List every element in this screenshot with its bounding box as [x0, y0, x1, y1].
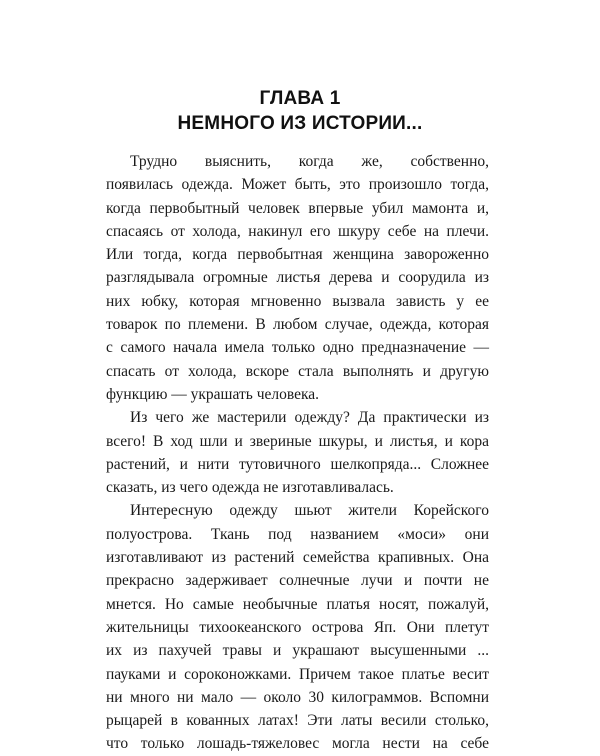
text-line: растений, и нити тутовичного шелкопряда... Сложнее [106, 455, 489, 473]
chapter-title: НЕМНОГО ИЗ ИСТОРИИ... [177, 113, 423, 134]
text-line: с самого начала имела только одно предназначение — [106, 339, 489, 357]
text-line: Или тогда, когда первобытная женщина завороженно [106, 246, 489, 264]
text-line: прекрасно задерживает солнечные лучи и почти не [106, 572, 489, 590]
text-line: жительницы тихоокеанского острова Яп. Они плетут [106, 618, 489, 636]
chapter-number: ГЛАВА 1 [259, 88, 341, 109]
text-line: их из пахучей травы и украшают высушенными ... [106, 642, 489, 660]
text-line: рыцарей в кованных латах! Эти латы весили столько, [106, 712, 489, 730]
text-line: разглядывала огромные листья дерева и соорудила из [106, 269, 489, 287]
text-line: мнется. Но самые необычные платья носят, пожалуй, [106, 595, 489, 613]
text-line: всего! В ход шли и звериные шкуры, и листья, и кора [106, 432, 489, 450]
text-line: что только лошадь-тяжеловес могла нести на себе [106, 735, 489, 753]
text-line: изготавливают из растений семейства крапивных. Она [106, 549, 489, 567]
text-line: Трудно выяснить, когда же, собственно, [130, 153, 489, 170]
text-line: пауками и сороконожками. Причем такое платье весит [106, 665, 489, 683]
text-line: сказать, из чего одежда не изготавливалась. [106, 479, 394, 497]
paragraph-2 [106, 406, 489, 499]
chapter-body [106, 150, 489, 756]
chapter-heading [0, 86, 600, 136]
text-line: спасаясь от холода, накинул его шкуру себе на плечи. [106, 222, 489, 240]
text-line: Из чего же мастерили одежду? Да практически из [130, 409, 489, 427]
text-line: Интересную одежду шьют жители Корейского [130, 502, 489, 520]
text-line: появилась одежда. Может быть, это произошло тогда, [106, 176, 489, 194]
text-line: полуострова. Ткань под названием «моси» они [106, 525, 489, 543]
paragraph-3 [106, 499, 489, 755]
text-line: товарок по племени. В любом случае, одежда, которая [106, 316, 489, 334]
text-line: них юбку, которая мгновенно вызвала зависть у ее [106, 292, 489, 310]
text-line: ни много ни мало — около 30 килограммов. Вспомни [106, 688, 489, 706]
text-line: когда первобытный человек впервые убил мамонта и, [106, 199, 489, 217]
text-line: спасать от холода, вскоре стала выполнять и другую [106, 362, 489, 380]
text-line: функцию — украшать человека. [106, 385, 320, 403]
paragraph-1 [106, 150, 489, 406]
